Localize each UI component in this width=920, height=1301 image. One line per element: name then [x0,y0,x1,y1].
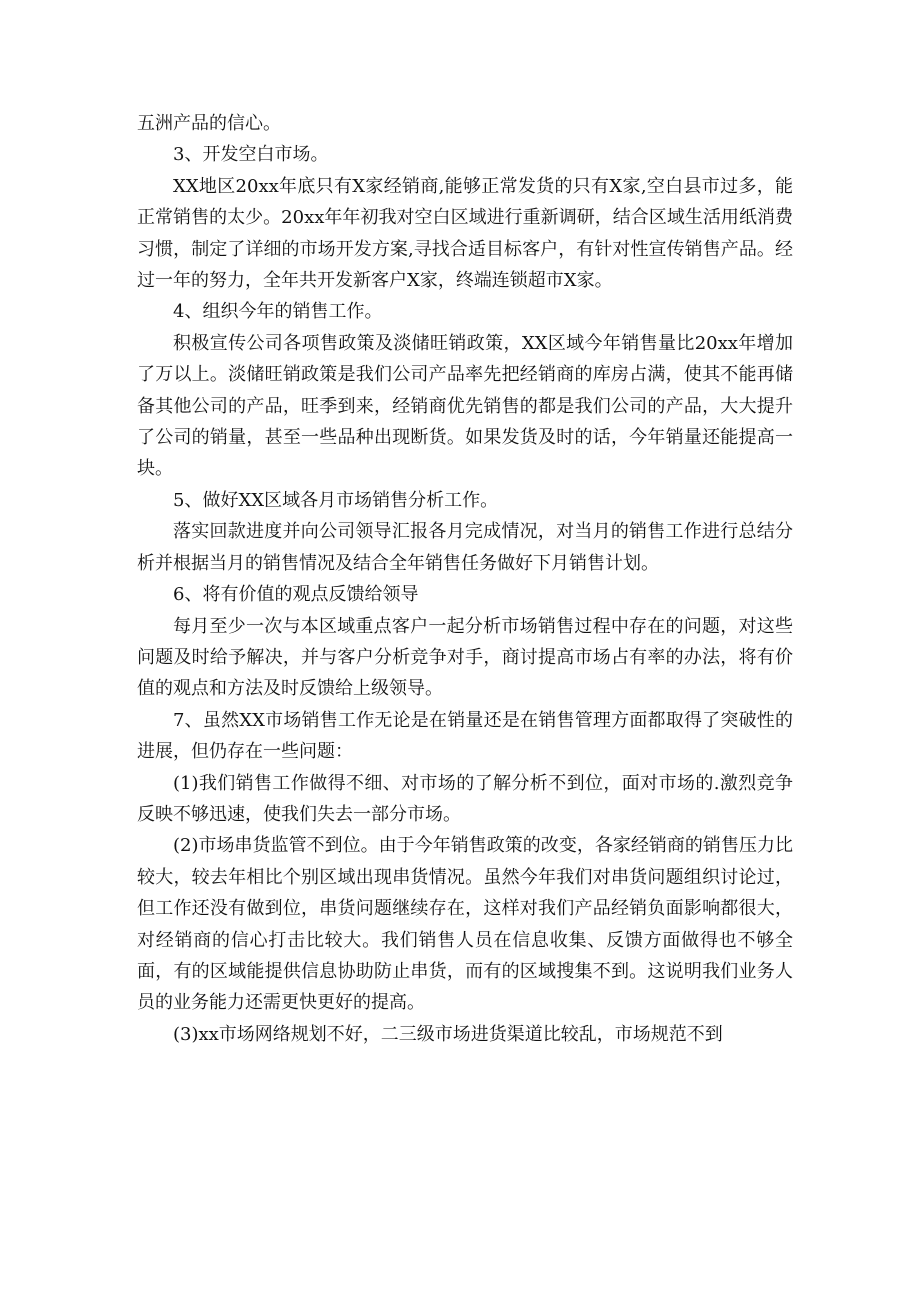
heading-5-monthly-analysis: 5、做好XX区域各月市场销售分析工作。 [173,489,499,511]
paragraph-blank-market: XX地区20xx年底只有X家经销商,能够正常发货的只有X家,空白县市过多，能正常销售的太少。20xx年年初我对空白区域进行重新调研，结合区域生活用纸消费习惯，制定了详细的市场开发方案,寻找合适目标客户，有针对性宣传销售产品。经过一年的努力，全年共开发新客户X家，终端连锁超市X家。 [137,175,793,292]
heading-3-develop-blank-market: 3、开发空白市场。 [173,144,329,166]
heading-6-feedback: 6、将有价值的观点反馈给领导 [173,584,419,606]
heading-7-problems: 7、虽然XX市场销售工作无论是在销量还是在销售管理方面都取得了突破性的进展，但仍存在一些问题： [137,709,793,763]
heading-4-organize-sales: 4、组织今年的销售工作。 [173,301,383,323]
paragraph-problem-2: (2)市场串货监管不到位。由于今年销售政策的改变，各家经销商的销售压力比较大，较去年相比个别区域出现串货情况。虽然今年我们对串货问题组织讨论过，但工作还没有做到位，串货问题继续存在，这样对我们产品经销负面影响都很大，对经销商的信心打击比较大。我们销售人员在信息收集、反馈方面做得也不够全面，有的区域能提供信息协助防止串货，而有的区域搜集不到。这说明我们业务人员的业务能力还需更快更好的提高。 [137,835,793,1014]
paragraph-sales-policy: 积极宣传公司各项售政策及淡储旺销政策，XX区域今年销售量比20xx年增加了万以上。淡储旺销政策是我们公司产品率先把经销商的库房占满，使其不能再储备其他公司的产品，旺季到来，经销商优先销售的都是我们公司的产品，大大提升了公司的销量，甚至一些品种出现断货。如果发货及时的话，今年销量还能提高一块。 [137,332,793,480]
document-page [137,108,793,1050]
paragraph-monthly-analysis: 落实回款进度并向公司领导汇报各月完成情况，对当月的销售工作进行总结分析并根据当月的销售情况及结合全年销售任务做好下月销售计划。 [137,521,793,574]
paragraph-problem-3: (3)xx市场网络规划不好，二三级市场进货渠道比较乱，市场规范不到 [173,1023,723,1045]
paragraph-problem-1: (1)我们销售工作做得不细、对市场的了解分析不到位，面对市场的.激烈竞争反映不够迅速，使我们失去一部分市场。 [137,772,793,825]
paragraph-feedback: 每月至少一次与本区域重点客户一起分析市场销售过程中存在的问题，对这些问题及时给予解决，并与客户分析竞争对手，商讨提高市场占有率的办法，将有价值的观点和方法及时反馈给上级领导。 [137,615,793,700]
paragraph-continuation: 五洲产品的信心。 [137,113,281,134]
